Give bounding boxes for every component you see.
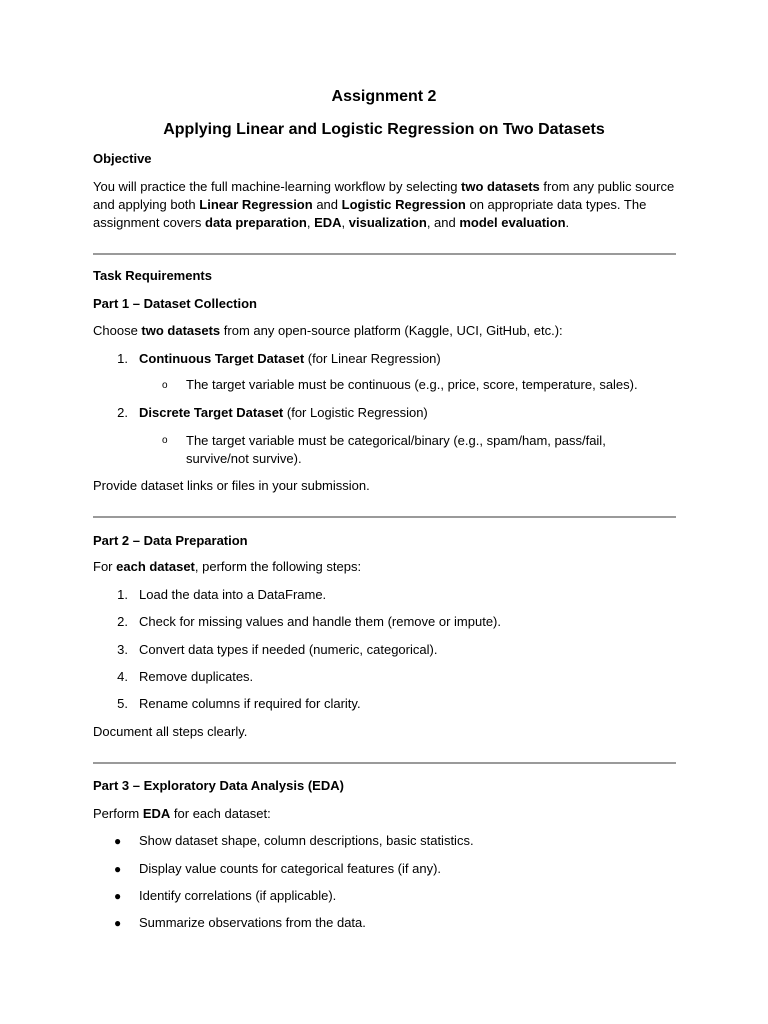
part1-footer: Provide dataset links or files in your submission. bbox=[93, 478, 370, 493]
list-item-text: Convert data types if needed (numeric, categorical). bbox=[139, 642, 438, 657]
document-subtitle: Applying Linear and Logistic Regression on Two Datasets bbox=[163, 121, 605, 138]
section-divider bbox=[93, 253, 676, 255]
list-number: 5. bbox=[117, 696, 128, 711]
task-requirements-heading: Task Requirements bbox=[93, 268, 212, 283]
bullet-dot-icon: ● bbox=[114, 916, 122, 930]
list-item-text: Summarize observations from the data. bbox=[139, 915, 366, 930]
list-item-text: Discrete Target Dataset (for Logistic Regression) bbox=[139, 405, 428, 420]
objective-paragraph: You will practice the full machine-learning workflow by selecting two datasets from any public source and applying both Linear Regression and Logistic Regression on appropriate data types. The assignment covers data preparation, EDA, visualization, and model evaluation. bbox=[93, 179, 675, 230]
document-title: Assignment 2 bbox=[331, 88, 437, 105]
list-item-text: Continuous Target Dataset (for Linear Regression) bbox=[139, 351, 441, 366]
list-item-text: Check for missing values and handle them (remove or impute). bbox=[139, 614, 501, 629]
list-number: 4. bbox=[117, 669, 128, 684]
bullet-dot-icon: ● bbox=[114, 862, 122, 876]
part2-heading: Part 2 – Data Preparation bbox=[93, 533, 248, 548]
part1-heading: Part 1 – Dataset Collection bbox=[93, 296, 257, 311]
list-item-text: Identify correlations (if applicable). bbox=[139, 888, 337, 903]
list-item-text: Remove duplicates. bbox=[139, 669, 254, 684]
bullet-dot-icon: ● bbox=[114, 834, 122, 848]
circle-bullet-icon: o bbox=[162, 435, 168, 446]
section-divider bbox=[93, 516, 676, 518]
part1-intro: Choose two datasets from any open-source platform (Kaggle, UCI, GitHub, etc.): bbox=[93, 323, 563, 338]
bullet-dot-icon: ● bbox=[114, 889, 122, 903]
section-divider bbox=[93, 762, 676, 764]
objective-heading: Objective bbox=[93, 151, 152, 166]
part3-heading: Part 3 – Exploratory Data Analysis (EDA) bbox=[93, 778, 344, 793]
list-item-text: Load the data into a DataFrame. bbox=[139, 587, 327, 602]
list-number: 1. bbox=[117, 351, 128, 366]
list-number: 2. bbox=[117, 614, 128, 629]
list-number: 2. bbox=[117, 405, 128, 420]
part2-footer: Document all steps clearly. bbox=[93, 724, 248, 739]
list-item-text: Rename columns if required for clarity. bbox=[139, 696, 361, 711]
list-item-text: Show dataset shape, column descriptions, basic statistics. bbox=[139, 833, 474, 848]
sub-list-item-text: The target variable must be categorical/binary (e.g., spam/ham, pass/fail, survive/not survive). bbox=[186, 433, 606, 466]
list-item-text: Display value counts for categorical features (if any). bbox=[139, 861, 442, 876]
part3-intro: Perform EDA for each dataset: bbox=[93, 806, 271, 821]
part2-intro: For each dataset, perform the following steps: bbox=[93, 559, 362, 574]
list-number: 3. bbox=[117, 642, 128, 657]
sub-list-item-text: The target variable must be continuous (e.g., price, score, temperature, sales). bbox=[186, 377, 638, 392]
list-number: 1. bbox=[117, 587, 128, 602]
circle-bullet-icon: o bbox=[162, 380, 168, 391]
